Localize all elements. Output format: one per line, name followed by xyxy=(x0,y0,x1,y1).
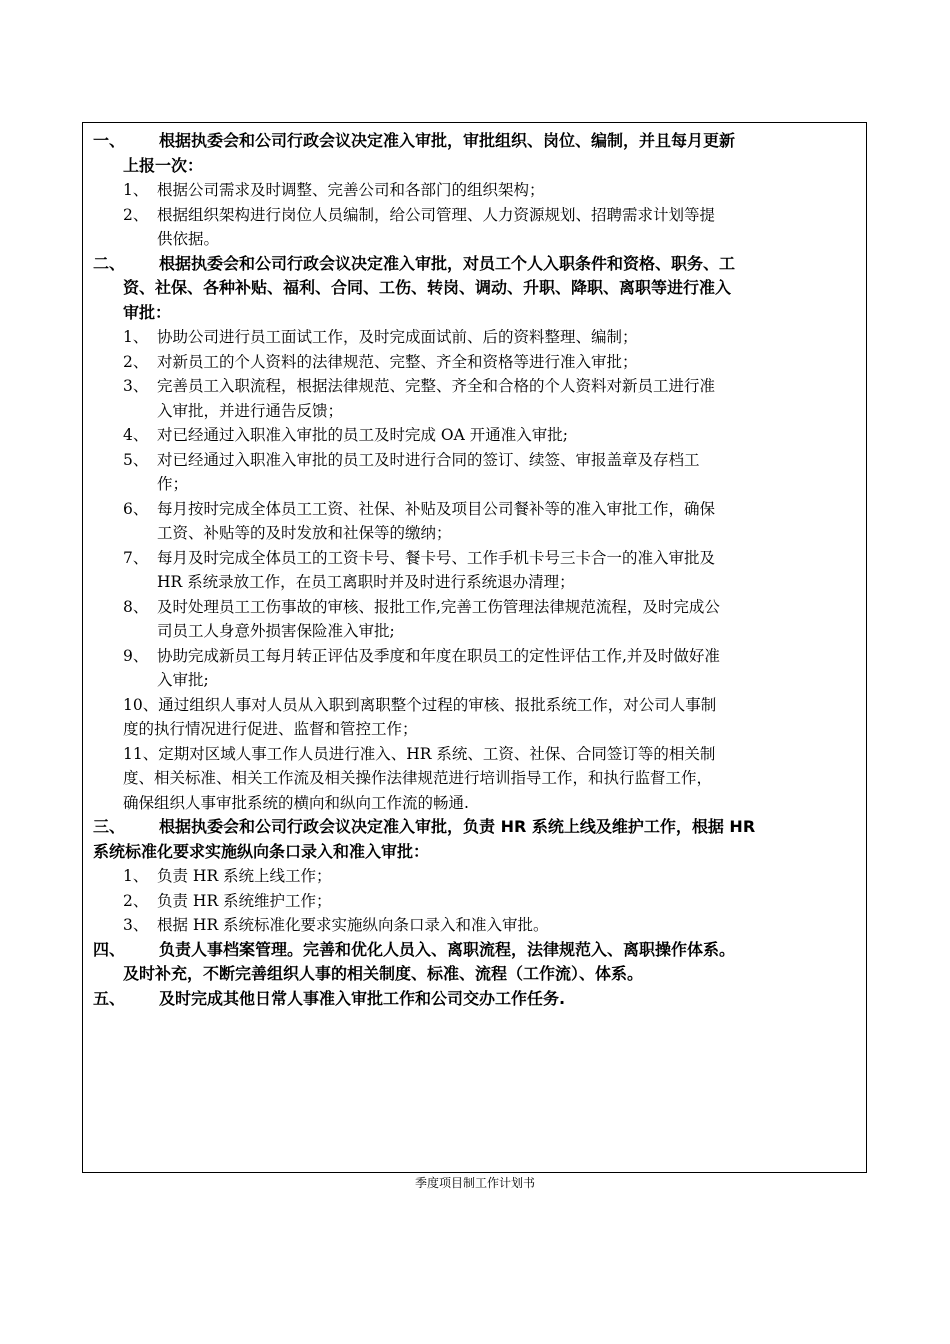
item-text: 对已经通过入职准入审批的员工及时完成 OA 开通准入审批; xyxy=(157,426,568,444)
section-heading: 及时完成其他日常人事准入审批工作和公司交办工作任务. xyxy=(159,988,566,1008)
list-item xyxy=(93,889,858,914)
section-number: 二、 xyxy=(93,253,126,273)
item-number: 4、 xyxy=(123,426,149,444)
section-heading: 负责人事档案管理。完善和优化人员入、离职流程，法律规范入、离职操作体系。 xyxy=(159,939,736,959)
document-content xyxy=(93,129,858,1011)
document-frame xyxy=(82,122,867,1173)
item-text: HR 系统录放工作，在员工离职时并及时进行系统退办清理； xyxy=(157,573,575,591)
item-text: 入审批，并进行通告反馈； xyxy=(157,401,344,420)
item-number: 3、 xyxy=(123,377,149,395)
item-number: 9、 xyxy=(123,646,149,665)
section-heading-cont: 资、社保、各种补贴、福利、合同、工伤、转岗、调动、升职、降职、离职等进行准入 xyxy=(123,278,732,297)
section-4 xyxy=(93,938,858,987)
list-item xyxy=(93,546,858,595)
section-number: 四、 xyxy=(93,939,126,959)
item-text: 对已经通过入职准入审批的员工及时进行合同的签订、续签、审报盖章及存档工 xyxy=(157,450,700,469)
list-item xyxy=(93,693,858,742)
section-heading-cont: 及时补充，不断完善组织人事的相关制度、标准、流程（工作流）、体系。 xyxy=(123,964,644,983)
item-text: 供依据。 xyxy=(157,230,220,248)
item-text: 每月及时完成全体员工的工资卡号、餐卡号、工作手机卡号三卡合一的准入审批及 xyxy=(157,548,716,567)
list-item xyxy=(93,350,858,375)
section-2 xyxy=(93,252,858,326)
item-text: 对新员工的个人资料的法律规范、完整、齐全和资格等进行准入审批； xyxy=(157,352,638,371)
item-text: 根据公司需求及时调整、完善公司和各部门的组织架构； xyxy=(157,181,545,199)
list-item xyxy=(93,595,858,644)
item-text: 10、通过组织人事对人员从入职到离职整个过程的审核、报批系统工作，对公司人事制 xyxy=(123,695,717,714)
section-heading: 根据执委会和公司行政会议决定准入审批，对员工个人入职条件和资格、职务、工 xyxy=(159,253,736,273)
item-text: 及时处理员工工伤事故的审核、报批工作,完善工伤管理法律规范流程，及时完成公 xyxy=(157,597,720,616)
item-text: 度的执行情况进行促进、监督和管控工作； xyxy=(123,720,418,738)
item-text: 11、定期对区域人事工作人员进行准入、HR 系统、工资、社保、合同签订等的相关制 xyxy=(123,744,716,763)
list-item xyxy=(93,423,858,448)
item-number: 2、 xyxy=(123,891,149,910)
list-item xyxy=(93,864,858,889)
item-text: 确保组织人事审批系统的横向和纵向工作流的畅通. xyxy=(123,793,469,812)
list-item xyxy=(93,497,858,546)
section-heading: 根据执委会和公司行政会议决定准入审批，负责 HR 系统上线及维护工作，根据 HR xyxy=(159,817,756,836)
section-heading-cont: 系统标准化要求实施纵向条口录入和准入审批： xyxy=(93,841,430,861)
item-number: 2、 xyxy=(123,205,149,224)
item-number: 1、 xyxy=(123,181,149,199)
item-text: 司员工人身意外损害保险准入审批; xyxy=(157,622,395,640)
item-number: 1、 xyxy=(123,328,149,346)
section-5 xyxy=(93,987,858,1012)
item-number: 7、 xyxy=(123,548,149,567)
section-number: 五、 xyxy=(93,988,126,1008)
list-item xyxy=(93,203,858,252)
item-text: 根据组织架构进行岗位人员编制，给公司管理、人力资源规划、招聘需求计划等提 xyxy=(157,205,716,224)
list-item xyxy=(93,913,858,938)
item-text: 负责 HR 系统维护工作； xyxy=(157,891,332,910)
item-number: 8、 xyxy=(123,597,149,616)
section-3 xyxy=(93,815,858,864)
section-heading-cont: 审批： xyxy=(123,302,172,322)
section-number: 一、 xyxy=(93,131,126,150)
item-text: 根据 HR 系统标准化要求实施纵向条口录入和准入审批。 xyxy=(157,916,549,934)
item-number: 5、 xyxy=(123,450,149,469)
section-heading: 根据执委会和公司行政会议决定准入审批，审批组织、岗位、编制，并且每月更新 xyxy=(159,131,736,150)
section-number: 三、 xyxy=(93,817,126,836)
item-number: 6、 xyxy=(123,499,149,518)
list-item xyxy=(93,742,858,816)
section-1 xyxy=(93,129,858,178)
item-number: 1、 xyxy=(123,867,149,885)
list-item xyxy=(93,325,858,350)
item-text: 工资、补贴等的及时发放和社保等的缴纳； xyxy=(157,524,452,542)
item-text: 作； xyxy=(157,475,189,493)
list-item xyxy=(93,178,858,203)
page-footer: 季度项目制工作计划书 xyxy=(414,1176,535,1190)
item-text: 每月按时完成全体员工工资、社保、补贴及项目公司餐补等的准入审批工作，确保 xyxy=(157,499,716,518)
list-item xyxy=(93,448,858,497)
list-item xyxy=(93,644,858,693)
list-item xyxy=(93,374,858,423)
item-text: 协助完成新员工每月转正评估及季度和年度在职员工的定性评估工作,并及时做好准 xyxy=(157,646,720,665)
item-text: 入审批; xyxy=(157,671,209,689)
item-text: 度、相关标准、相关工作流及相关操作法律规范进行培训指导工作，和执行监督工作， xyxy=(123,769,713,787)
item-text: 协助公司进行员工面试工作，及时完成面试前、后的资料整理、编制； xyxy=(157,328,638,346)
item-text: 完善员工入职流程，根据法律规范、完整、齐全和合格的个人资料对新员工进行准 xyxy=(157,377,716,395)
item-number: 3、 xyxy=(123,916,149,934)
item-number: 2、 xyxy=(123,352,149,371)
section-heading-cont: 上报一次： xyxy=(123,155,204,175)
item-text: 负责 HR 系统上线工作； xyxy=(157,867,332,885)
